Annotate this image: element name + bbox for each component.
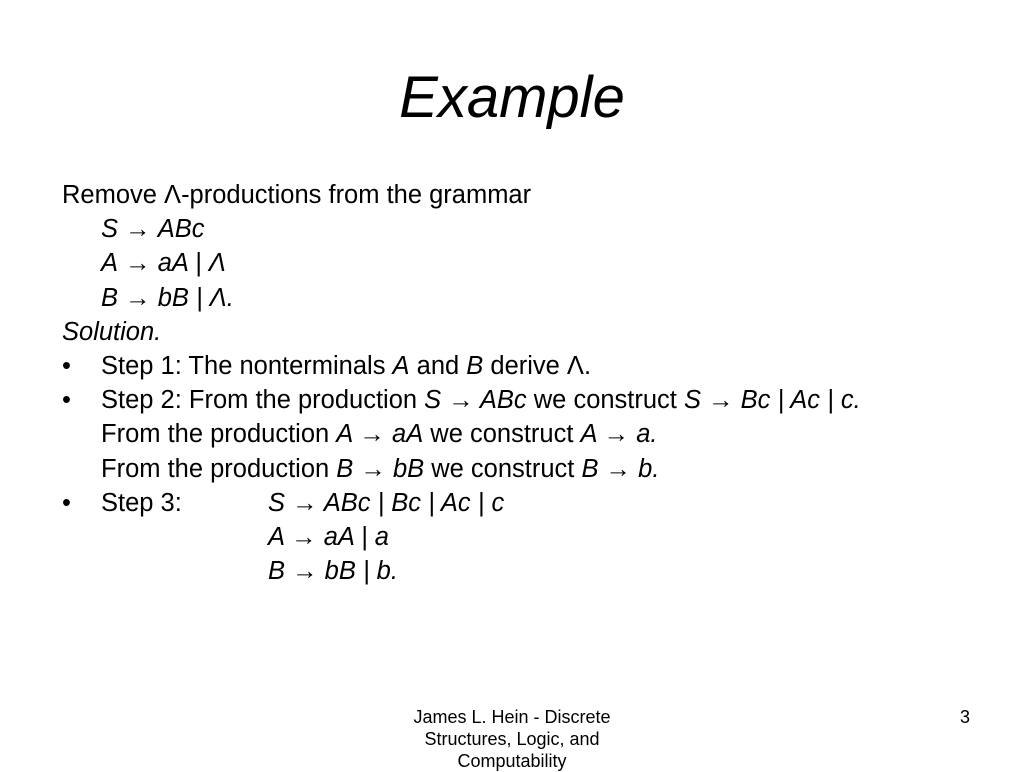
rule-lhs: S — [101, 215, 119, 244]
rule-rhs: bB | Λ. — [157, 283, 234, 312]
rule-arrow: → — [125, 215, 151, 244]
rule-lhs: B — [101, 283, 119, 312]
step3-item — [62, 486, 1002, 520]
bullet-icon: • — [62, 386, 71, 415]
rule-rhs: aA | Λ — [157, 249, 226, 278]
rule-arrow: → — [125, 283, 151, 312]
step2-continuation-a: From the production A → aA we construct A → a. — [101, 420, 658, 449]
page-number: 3 — [959, 707, 970, 727]
slide-title: Example — [399, 65, 625, 130]
step3-rule-s: S → ABc | Bc | Ac | c — [268, 488, 505, 517]
solution-label: Solution. — [62, 317, 162, 346]
rule-arrow: → — [125, 249, 151, 278]
step3-rule-a: A → aA | a — [268, 522, 389, 551]
step2-item: • Step 2: From the production S → ABc we construct S → Bc | Ac | c. — [62, 383, 1002, 417]
step1-item: • Step 1: The nonterminals A and B derive Λ. — [62, 349, 1002, 383]
bullet-icon: • — [62, 488, 71, 517]
step3-rule-b: B → bB | b. — [268, 557, 398, 586]
step3-label: Step 3: — [101, 488, 182, 517]
grammar-rule-b — [62, 281, 1002, 315]
rule-rhs: ABc — [157, 215, 205, 244]
footer-credit: James L. Hein - Discrete Structures, Logic, and Computability — [413, 707, 611, 771]
bullet-icon: • — [62, 351, 71, 380]
rule-lhs: A — [101, 249, 119, 278]
slide-body — [62, 178, 1002, 588]
grammar-rule-a — [62, 246, 1002, 280]
grammar-rule-s — [62, 212, 1002, 246]
step2-continuation-b: From the production B → bB we construct B → b. — [101, 454, 660, 483]
intro-text: Remove Λ-productions from the grammar — [62, 181, 532, 209]
